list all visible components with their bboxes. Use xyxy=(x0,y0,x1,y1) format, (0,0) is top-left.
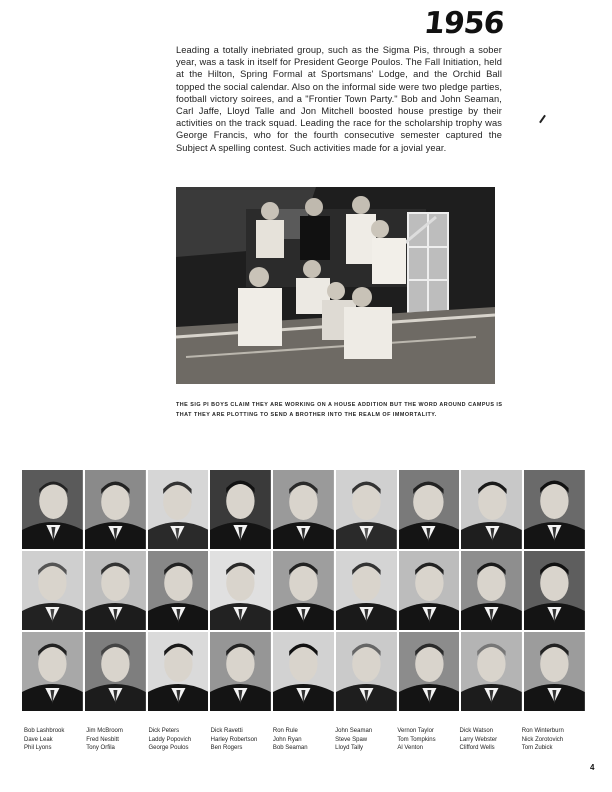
member-name: Clifford Wells xyxy=(459,745,495,751)
member-name: Tom Tompkins xyxy=(397,736,436,743)
name-column xyxy=(460,727,522,753)
article-text: Leading a totally inebriated group, such as the Sigma Pis, through a sober year, was a task in itself for President George Poulos. The Fall Initiation, held at the Hilton, Spring Formal at Sportsmans' Lodge, and the Orchid Ball topped the social calendar. Also on the informal side were two pledge parties, football victory soirees, and a "Frontier Town Party." Bob and John Seaman, Carl Jaffe, Lloyd Talle and Jon Mitchell boosted house prestige by their activities on the track squad. Leading the race for the scholarship trophy was George Francis, who for the fourth consecutive semester captured the Subject A spelling contest. Such activities made for a jovial year. xyxy=(176,45,502,153)
member-name: Fred Nesbitt xyxy=(86,736,119,743)
member-name: Bob Lashbrook xyxy=(24,728,65,734)
portrait xyxy=(399,470,460,549)
member-name: Jim McBroom xyxy=(86,728,123,734)
portrait xyxy=(336,470,397,549)
portrait xyxy=(524,470,585,549)
member-name: Vernon Taylor xyxy=(397,728,434,734)
name-column xyxy=(148,727,210,753)
member-name: Dick Peters xyxy=(148,728,180,734)
member-name: Lloyd Tally xyxy=(335,745,364,751)
name-list xyxy=(24,727,584,753)
name-column xyxy=(273,727,335,753)
name-column xyxy=(86,727,148,753)
member-name: Nick Zorotovich xyxy=(521,736,564,743)
member-name: Laddy Popovich xyxy=(148,736,192,743)
pen-mark xyxy=(539,115,546,124)
portrait xyxy=(273,551,334,630)
member-name: Tom Zubick xyxy=(521,745,553,751)
portrait xyxy=(399,551,460,630)
portrait xyxy=(461,551,522,630)
member-name: Harley Robertson xyxy=(210,736,258,743)
portrait xyxy=(22,632,83,711)
member-name: Larry Webster xyxy=(459,736,498,743)
photo-caption: THE SIG PI BOYS CLAIM THEY ARE WORKING ON A HOUSE ADDITION BUT THE WORD AROUND CAMPUS IS THAT THEY ARE PLOTTING TO SEND A BROTHER INTO THE REALM OF IMMORTALITY. xyxy=(176,402,503,418)
portrait xyxy=(148,470,209,549)
portrait xyxy=(210,470,271,549)
member-name: Phil Lyons xyxy=(24,745,52,751)
member-name: Tony Orfila xyxy=(86,745,115,751)
member-name: Dick Watson xyxy=(459,728,493,734)
member-name: John Ryan xyxy=(272,736,302,743)
portrait xyxy=(85,551,146,630)
group-photo xyxy=(176,187,495,384)
member-name: Ben Rogers xyxy=(210,745,243,751)
portrait xyxy=(148,551,209,630)
portrait xyxy=(22,551,83,630)
member-name: Dave Leak xyxy=(24,736,53,743)
yearbook-year: 1956 xyxy=(422,6,506,41)
portrait xyxy=(210,632,271,711)
member-name: Ron Rule xyxy=(272,728,298,734)
name-column xyxy=(211,727,273,753)
portrait xyxy=(210,551,271,630)
member-name: John Seaman xyxy=(335,728,373,734)
member-name: Ron Winterburn xyxy=(521,728,564,734)
portrait xyxy=(461,632,522,711)
portrait xyxy=(273,632,334,711)
member-name: Al Venton xyxy=(397,745,424,751)
portrait xyxy=(336,632,397,711)
name-column xyxy=(397,727,459,753)
group-photo-illustration xyxy=(176,187,495,384)
portrait xyxy=(399,632,460,711)
member-name: Bob Seaman xyxy=(272,745,308,751)
page-number: 4 xyxy=(590,763,595,772)
name-column xyxy=(335,727,397,753)
portrait xyxy=(85,632,146,711)
portrait xyxy=(524,551,585,630)
portrait xyxy=(85,470,146,549)
member-name: George Poulos xyxy=(148,745,189,751)
portrait xyxy=(461,470,522,549)
member-name: Steve Spaw xyxy=(335,736,368,743)
portrait xyxy=(22,470,83,549)
member-name: Dick Ravetti xyxy=(210,728,243,734)
name-column xyxy=(522,727,584,753)
portrait xyxy=(336,551,397,630)
portrait xyxy=(524,632,585,711)
portrait xyxy=(273,470,334,549)
portrait-grid xyxy=(22,470,585,711)
portrait xyxy=(148,632,209,711)
name-column xyxy=(24,727,86,753)
